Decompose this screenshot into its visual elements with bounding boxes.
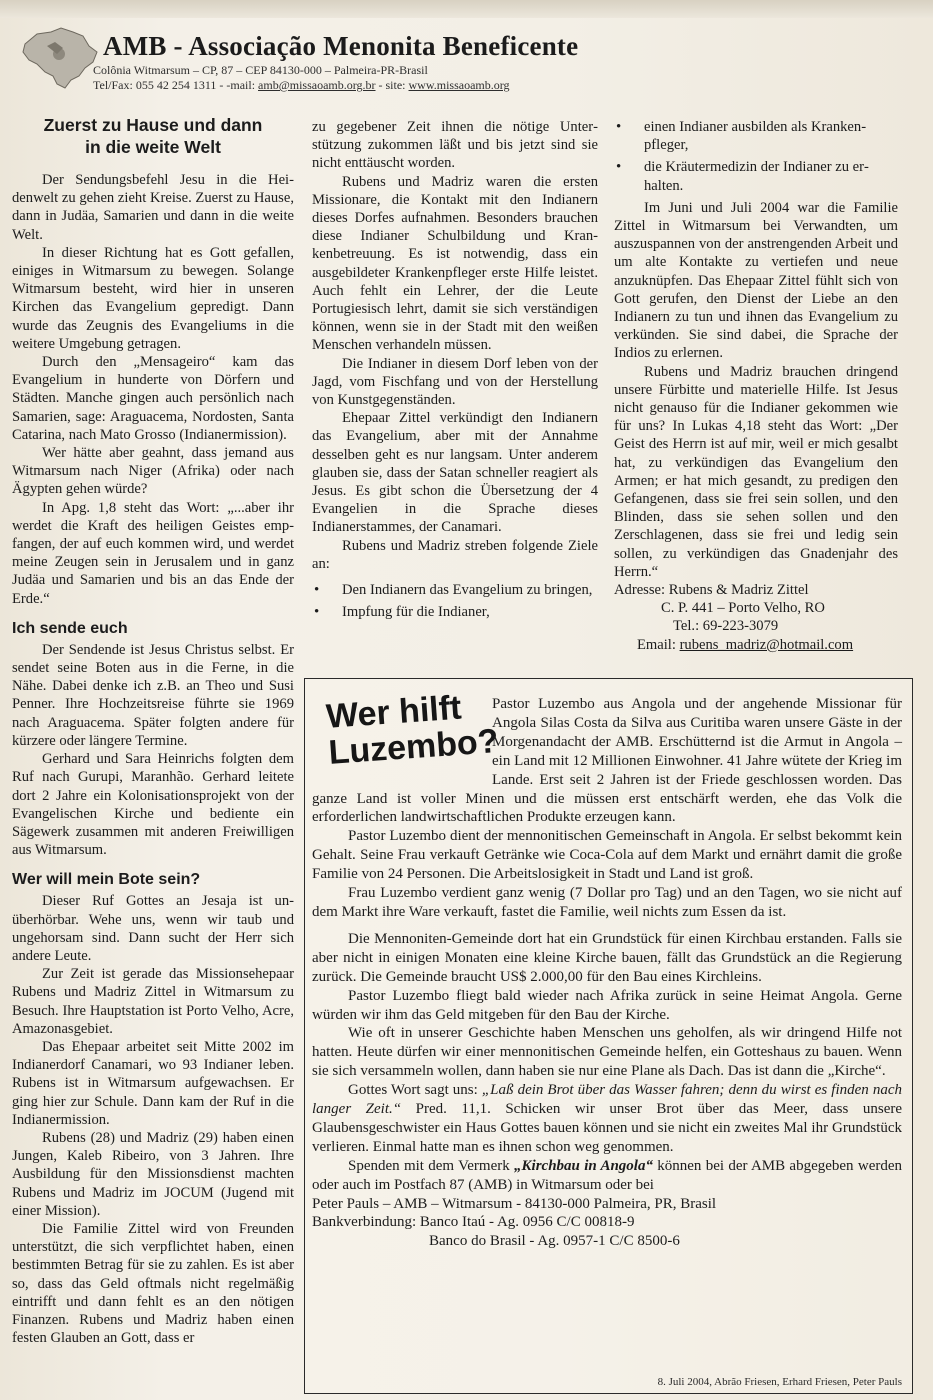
appeal-paragraph: Pastor Luzembo fliegt bald wieder nach Afrika zurück in seine Heimat Angola. Gerne würden wir ihm das Geld mitgeben für den Bau der Kirche. (312, 987, 902, 1023)
article-paragraph: Rubens (28) und Madriz (29) haben einen Jungen, Kaleb Ribeiro, von 3 Jahren. Ihre Ausbildung für den Missionsdienst machten Rubens und Madriz im JOCUM (Jugend mit einer Mission). (12, 1129, 294, 1219)
article-paragraph: Im Juni und Juli 2004 war die Familie Zittel in Witmarsum bei Verwandten, um auszuspannen von der anstrengenden Arbeit und um alte Kontakte zu vertiefen und neue anzuknüpfen. Das Ehepaar Zittel fühlt sich von Gott gerufen, den Dienst der Liebe an den Indianern zu tun und ihnen das Evangelium zu verkünden. Sie sind dabei, die Sprache der Indios zu erlernen. (614, 199, 898, 362)
article-paragraph: Die Familie Zittel wird von Freunden unterstützt, die sich verpflichtet haben, einen bestimmten Betrag für sie zu zahlen. Es ist aber so, dass das Geld oftmals nicht regelmäßig eintrifft und dann fehlt es an den nötigen Finanzen. Rubens und Madriz haben einen festen Glauben an Gott, dass er (12, 1220, 294, 1347)
appeal-title-line-1: Wer hilft (324, 688, 463, 736)
address-name: Adresse: Rubens & Madriz Zittel (614, 582, 809, 599)
previous-page-edge (0, 0, 933, 18)
address-email-link[interactable]: rubens_madriz@hotmail.com (679, 636, 854, 653)
article-paragraph: Die Indianer in diesem Dorf leben von der Jagd, vom Fischfang und von der Herstellung von Kunstgegenständen. (312, 355, 598, 409)
appeal-box (304, 678, 913, 1394)
subheading-wer-will-mein-bote-sein: Wer will mein Bote sein? (12, 871, 201, 889)
article-column-2 (312, 118, 598, 625)
header-address: Colônia Witmarsum – CP, 87 – CEP 84130-000 – Palmeira-PR-Brasil (93, 63, 428, 77)
address-email (614, 636, 898, 654)
appeal-paragraph: Frau Luzembo verdient ganz wenig (7 Dollar pro Tag) und an den Tagen, wo sie nicht auf dem Markt ihre Ware verkauft, fastet die Familie, weil nichts zum Essen da ist. (312, 885, 902, 920)
address-email-label: Email: (637, 636, 680, 653)
subheading-ich-sende-euch: Ich sende euch (12, 619, 128, 637)
missionary-address (614, 581, 898, 654)
appeal-paragraph-donation (312, 1157, 902, 1195)
appeal-signature: 8. Juli 2004, Abrão Friesen, Erhard Friesen, Peter Pauls (657, 1376, 902, 1388)
header-email-link[interactable]: amb@missaoamb.org.br (258, 78, 376, 92)
article-paragraph: Das Ehepaar arbeitet seit Mitte 2002 im Indianerdorf Canamari, wo 93 Indianer leben. Rubens ist in Witmarsum aufgewachsen. Er ging hier zur Schule. Dann kam der Ruf in die Indianermission. (12, 1038, 294, 1128)
article-column-3 (614, 118, 898, 654)
donation-intro: Spenden mit dem Vermerk (348, 1157, 515, 1174)
goal-item: • Impfung für die Indianer, (312, 603, 598, 621)
article-paragraph: Der Sendende ist Jesus Christus selbst. Er sendet seine Boten aus in die Ferne, in die Nähe. Dabei denke ich z.B. an Theo und Susi Penner. Ihre Hochzeitsreise führte sie 1969 nach Araguacema. Später folgten andere für kürzere oder längere Termine. (12, 641, 294, 749)
article-title-line-2: in die weite Welt (85, 137, 221, 157)
goal-item: • die Kräutermedizin der Indianer zu erhalten. (614, 158, 898, 194)
article-paragraph: Rubens und Madriz brauchen dringend unsere Fürbitte und materielle Hilfe. Ist Jesus nicht genauso für die Indianer gekommen wie für uns? In Lukas 4,18 steht das Wort: „Der Geist des Herrn ist auf mir, weil er mich gesalbt hat, zu verkündigen das Evangelium den Armen; er hat mich gesandt, zu predigen den Gefangenen, dass sie frei sein sollen, und den Blinden, dass sie sehen sollen und den Zerschlagenen, dass sie frei und ledig sein sollen, zu verkündigen das Gnadenjahr des Herrn.“ (614, 363, 898, 580)
scripture-intro: Gottes Wort sagt uns: (348, 1082, 482, 1099)
article-paragraph: Dieser Ruf Gottes an Jesaja ist unüberhörbar. Wehe uns, wenn wir taub und ungehorsam sind. Dann sucht der Herr sich andere Leute. (12, 893, 294, 964)
article-paragraph: In dieser Richtung hat es Gott gefallen, einiges in Witmarsum zu bewegen. Solange Witmarsum besteht, wird hier in unseren Kirchen das Evangelium gepredigt. Dann wurde das Zeugnis des Evangeliums in die weitere Umgebung getragen. (12, 244, 294, 352)
goal-item: • einen Indianer ausbilden als Krankenpfleger, (614, 118, 898, 154)
appeal-paragraph: Pastor Luzembo dient der mennonitischen Gemeinschaft in Angola. Er selbst bekommt kein Gehalt. Seine Frau verkauft Getränke wie Coca-Cola auf dem Markt und ernährt damit die große Familie von 24 Personen. Die Arbeitslosigkeit in Stadt und Land ist groß. (312, 828, 902, 883)
article-paragraph: Gerhard und Sara Heinrichs folgten dem Ruf nach Gurupi, Maranhão. Gerhard leitete dort 2 Jahre ein Kolonisationsprojekt von der Evangelischen Kirche und bediente ein Sägewerk zusammen mit anderen Freiwilligen aus Witmarsum. (12, 751, 294, 859)
address-phone: Tel.: 69-223-3079 (673, 618, 779, 635)
scripture-rest: Pred. 11,1. Schicken wir unser Brot über das Meer, dass unsere Glaubensgeschwister ein Haus Gottes bauen können und sie nicht ein zweites Mal ihr Grundstück verlieren. Einmal hatte man es ihnen schon weg genommen. (312, 1101, 903, 1155)
appeal-paragraph: Pastor Luzembo aus Angola und der angehende Missionar für Angola Silas Costa da Silva aus Curitiba waren unsere Gäste in der Morgenandacht der AMB. Erschütternd ist die Armut in Angola – ein Land mit 12 Millionen Einwohner. 41 Jahre wütete der Krieg im Lande. Erst seit 2 Jahren ist der Friede geschlossen worden. Das ganze Land ist voller Minen und die müssen erst entschärft werden, ehe das Volk die erforderlichen landwirtschaftlichen Produkte erzeugen kann. (312, 696, 902, 826)
appeal-paragraph-scripture (312, 1081, 902, 1157)
scripture-quote: „Laß dein Brot über das Wasser fahren; denn du wirst es finden nach langer Zeit.“ (312, 1082, 902, 1118)
bank-itau: Bankverbindung: Banco Itaú - Ag. 0956 C/C 00818-9 (312, 1214, 635, 1231)
appeal-title-line-2: Luzembo? (327, 722, 500, 772)
goals-list-continued (614, 118, 898, 195)
article-paragraph: zu gegebener Zeit ihnen die nötige Unterstützung zukommen läßt und bis jetzt sind sie nicht enttäuscht worden. (312, 119, 598, 172)
appeal-paragraph: Wie oft in unserer Geschichte haben Menschen uns geholfen, als wir dringend Hilfe not hatten. Heute dürfen wir einer mennonitischen Gemeinde helfen, ein Gotteshaus zu bauen. Wenn sie sich versammeln wollen, dann haben sie nur eine Plane als Dach. Das ist dann die „Kirche“. (312, 1025, 902, 1080)
donation-mark: „Kirchbau in Angola“ (514, 1157, 653, 1174)
header-phone: Tel/Fax: 055 42 254 1311 - -mail: (93, 78, 259, 92)
donation-address: Peter Pauls – AMB – Witmarsum - 84130-000 Palmeira, PR, Brasil (312, 1195, 717, 1212)
header-site-label: - site: (375, 78, 409, 92)
appeal-text (312, 695, 902, 1251)
article-title (12, 114, 294, 158)
article-title-line-1: Zuerst zu Hause und dann (43, 115, 263, 135)
article-paragraph: Durch den „Mensageiro“ kam das Evangelium in hunderte von Dörfern und Städten. Manche gingen auch persönlich nach Samarien, sage: Araguacema, Nordosten, Santa Catarina, nach Mato Grosso (Indianermission). (12, 354, 294, 443)
address-postbox: C. P. 441 – Porto Velho, RO (661, 600, 825, 617)
article-paragraph: In Apg. 1,8 steht das Wort: „...aber ihr werdet die Kraft des heiligen Geistes empfangen, der auf euch kommen wird, und werdet meine Zeugen sein in Jerusalem und in ganz Judäa und Samarien und bis an das Ende der Erde.“ (12, 499, 294, 607)
article-paragraph: Ehepaar Zittel verkündigt den Indianern das Evangelium, aber mit der Annahme desselben geht es nur langsam. Unter anderem glauben sie, dass der Satan schneller reagiert als Jesus. Es gibt schon die Übersetzung der 4 Evangelien in die Sprache dieses Indianerstammes, der Canamari. (312, 410, 598, 536)
goals-list (312, 581, 598, 621)
article-column-1 (12, 114, 294, 1347)
organization-title: AMB - Associação Menonita Beneficente (103, 31, 579, 61)
article-paragraph: Zur Zeit ist gerade das Missionsehepaar Rubens und Madriz Zittel in Witmarsum zu Besuch. Ihre Hauptstation ist Porto Velho, Acre, Amazonasgebiet. (12, 966, 294, 1037)
donation-rest: können bei der AMB abgegeben werden oder auch im Postfach 87 (AMB) in Witmarsum oder bei (312, 1157, 902, 1193)
header-site-link[interactable]: www.missaoamb.org (408, 78, 510, 92)
header-contact (93, 78, 510, 93)
article-paragraph: Wer hätte aber geahnt, dass jemand aus Witmarsum nach Niger (Afrika) oder nach Ägypten gehen würde? (12, 445, 294, 498)
bank-do-brasil: Banco do Brasil - Ag. 0957-1 C/C 8500-6 (429, 1233, 680, 1250)
article-paragraph: Rubens und Madriz streben folgende Ziele an: (312, 537, 598, 572)
goal-item: • Den Indianern das Evangelium zu bringen, (312, 581, 598, 599)
amb-logo-map-icon (17, 24, 101, 94)
appeal-paragraph: Die Mennoniten-Gemeinde dort hat ein Grundstück für einen Kirchbau erstanden. Falls sie aber nicht in einigen Monaten eine kleine Kirche bauen, fällt das Grundstück an die Regierung zurück. Die Gemeinde braucht US$ 2.000,00 für den Bau eines Kirchleins. (312, 930, 902, 985)
article-paragraph: Rubens und Madriz waren die ersten Missionare, die Kontakt mit den Indianern dieses Dorfes aufnahmen. Besonders brauchen diese Indianer Schulbildung und Krankenbetreuung. Es ist notwendig, dass ein ausgebildeter Krankenpfleger erste Hilfe leistet. Auch fehlt ein Lehrer, der die Leute Portugiesisch lehrt, damit sie sich verständigen können, wenn sie in der Stadt mit den weißen Menschen verhandeln müssen. (312, 173, 598, 354)
article-paragraph: Der Sendungsbefehl Jesu in die Heidenwelt zu gehen zieht Kreise. Zuerst zu Hause, dann in Judäa, Samarien und dann in die weite Welt. (12, 172, 294, 243)
